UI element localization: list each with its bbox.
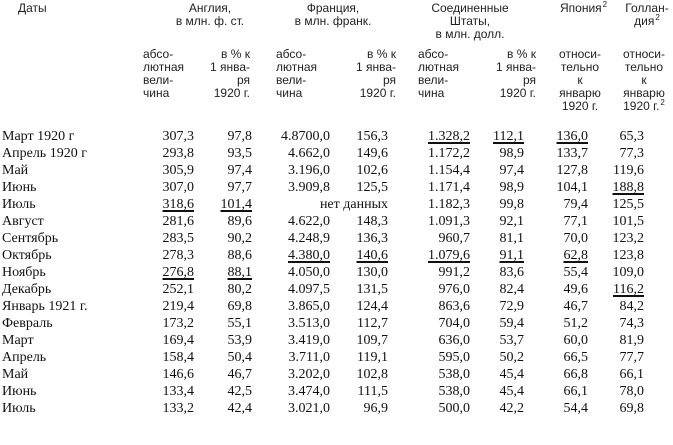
row-label: Август [2,214,44,229]
underlined-value: 140,6 [356,248,388,263]
underlined-value: 62,8 [563,248,588,263]
japan-footnote: 2 [602,0,608,9]
table-row: Май 146,6 46,7 3.202,0 102,8 538,0 45,4 66,8 66,1 [2,367,644,382]
header-usa [410,2,530,41]
row-label: Январь 1921 г. [2,299,88,314]
header-holland [622,2,672,29]
underlined-value: 101,4 [220,197,252,212]
underlined-value: 4.380,0 [288,248,330,263]
row-label: Декабрь [2,282,52,297]
row-label: Ноябрь [2,265,46,280]
underlined-value: 116,2 [613,282,644,297]
underlined-value: 1.328,2 [428,129,470,144]
france-unit: в млн. франк. [294,14,372,28]
table-row: Апрель 158,4 50,4 3.711,0 119,1 595,0 50,2 66,5 77,7 [2,350,644,365]
holland-title-2: дия [634,14,655,28]
table-row: Июль 133,2 42,4 3.021,0 96,9 500,0 42,2 54,4 69,8 [2,401,644,416]
underlined-value: 318,6 [162,197,194,212]
usa-title-1: Соединенные [431,1,509,15]
subhead-usa-pct: в % к 1 янва- ря 1920 г. [495,47,536,100]
table-row: Июль 318,6 101,4 нет данных 1.182,3 99,8 79,4 125,5 [2,197,644,212]
subhead-holland-rel: относи- тельно к январю 1920 г.$^2$ [623,47,665,113]
row-label: Март 1920 г [2,129,75,144]
row-label: Апрель [2,350,47,365]
underlined-value: 88,1 [227,265,252,280]
subhead-england-pct: в % к 1 янва- ря 1920 г. [209,47,250,100]
row-label: Февраль [2,316,53,331]
underlined-value: 276,8 [162,265,194,280]
row-label: Март [2,333,34,348]
holland-rel-footnote: 2 [660,98,665,107]
subhead-france-abs: абсо- лютная вели- чина [276,47,318,100]
table-row: Март 169,4 53,9 3.419,0 109,7 636,0 53,7 60,0 81,9 [2,333,644,348]
header-england [150,2,270,28]
holland-footnote: 2 [655,13,660,22]
row-label: Июль [2,401,36,416]
data-table [0,128,644,417]
header-france [268,2,398,28]
row-label: Июнь [2,384,37,399]
subhead-usa-abs: абсо- лютная вели- чина [418,47,460,100]
row-label: Июль [2,197,36,212]
usa-title-2: Штаты, [449,14,491,28]
table-row: Июнь 307,0 97,7 3.909,8 125,5 1.171,4 98,9 104,1 188,8 [2,180,644,195]
england-unit: в млн. ф. ст. [175,14,245,28]
france-title: Франция, [306,1,360,15]
table-row: Февраль 173,2 55,1 3.513,0 112,7 704,0 59,4 51,2 74,3 [2,316,644,331]
table-row: Январь 1921 г. 219,4 69,8 3.865,0 124,4 863,6 72,9 46,7 84,2 [2,299,644,314]
underlined-value: 91,1 [499,248,524,263]
table-row: Декабрь 252,1 80,2 4.097,5 131,5 976,0 82,4 49,6 116,2 [2,282,644,297]
row-label: Апрель 1920 г [2,146,87,161]
dates-heading: Даты [18,1,47,15]
underlined-value: 1.079,6 [428,248,470,263]
row-label: Июнь [2,180,37,195]
row-label: Сентябрь [2,231,59,246]
row-label: Октябрь [2,248,52,263]
header-japan [560,2,607,16]
row-label: Май [2,367,29,382]
table-row: Апрель 1920 г 293,8 93,5 4.662,0 149,6 1.172,2 98,9 133,7 77,3 [2,146,644,161]
table-row: Октябрь 278,3 88,6 4.380,0 140,6 1.079,6 91,1 62,8 123,8 [2,248,644,263]
holland-title-1: Голлан- [625,1,669,15]
subhead-france-pct: в % к 1 янва- ря 1920 г. [355,47,396,100]
table-row: Май 305,9 97,4 3.196,0 102,6 1.154,4 97,4 127,8 119,6 [2,163,644,178]
no-data-note: нет данных [319,197,388,212]
table-row: Сентябрь 283,5 90,2 4.248,9 136,3 960,7 81,1 70,0 123,2 [2,231,644,246]
table-row: Август 281,6 89,6 4.622,0 148,3 1.091,3 92,1 77,1 101,5 [2,214,644,229]
underlined-value: 112,1 [493,129,524,144]
underlined-value: 136,0 [556,129,588,144]
underlined-value: 188,8 [612,180,644,195]
england-title: Англия, [188,1,232,15]
header-dates [18,2,47,15]
japan-title: Япония [560,1,602,15]
subhead-england-abs: абсо- лютная вели- чина [143,47,185,100]
row-label: Май [2,163,29,178]
usa-unit: в млн. долл. [435,27,505,41]
table-row: Июнь 133,4 42,5 3.474,0 111,5 538,0 45,4 66,1 78,0 [2,384,644,399]
table-row: Ноябрь 276,8 88,1 4.050,0 130,0 991,2 83,6 55,4 109,0 [2,265,644,280]
subhead-japan-rel: относи- тельно к январю 1920 г. [559,47,601,113]
table-row: Март 1920 г 307,3 97,8 4.8700,0 156,3 1.328,2 112,1 136,0 65,3 [2,129,644,144]
